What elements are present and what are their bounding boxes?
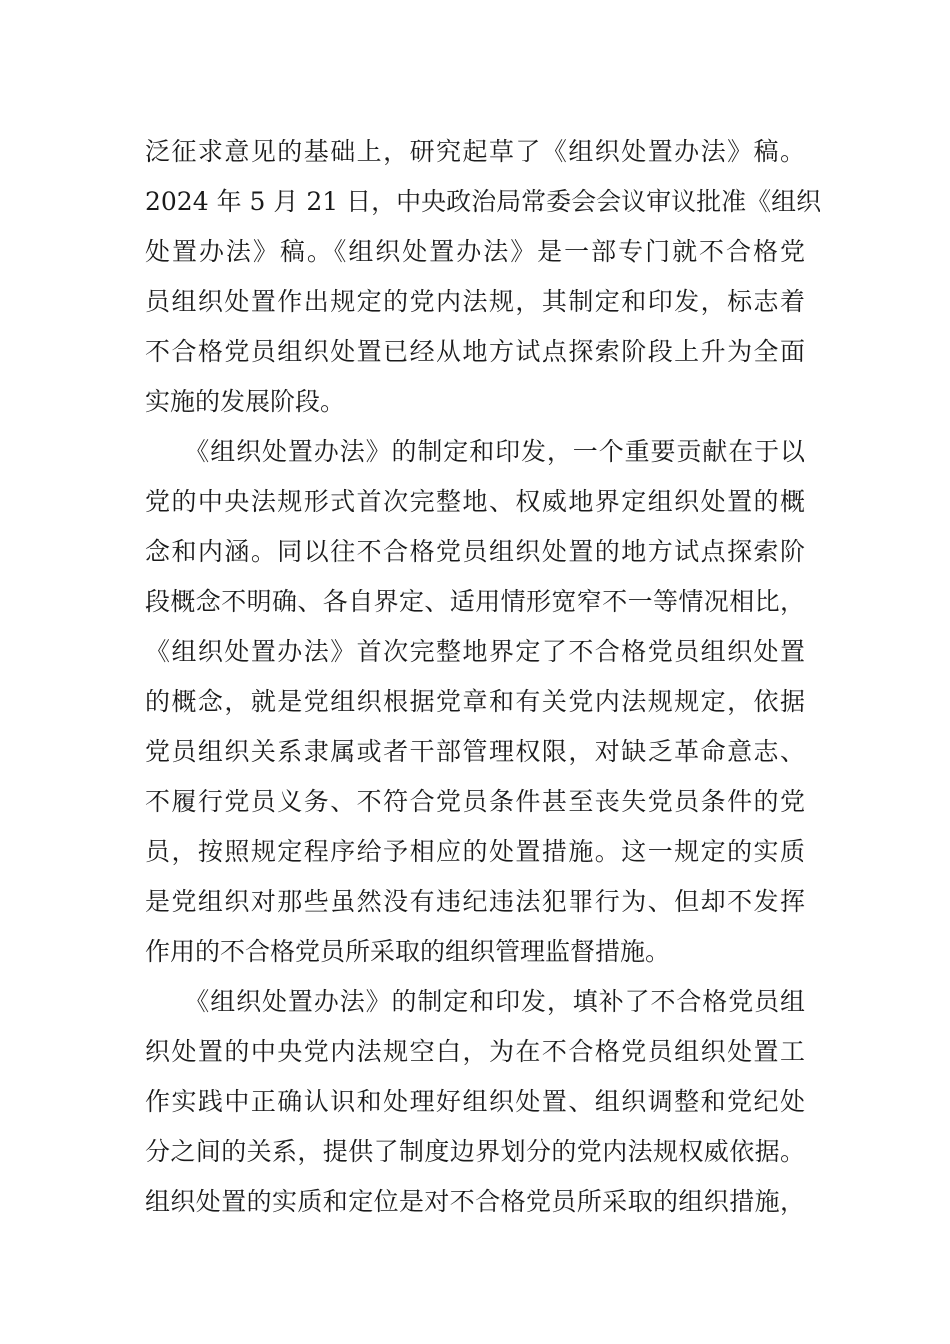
text-line: 员，按照规定程序给予相应的处置措施。这一规定的实质: [145, 837, 805, 866]
text-line: 念和内涵。同以往不合格党员组织处置的地方试点探索阶: [145, 537, 805, 566]
text-line: 《组织处置办法》的制定和印发，一个重要贡献在于以: [145, 437, 805, 466]
text-line: 实施的发展阶段。: [145, 387, 346, 416]
text-line: 分之间的关系，提供了制度边界划分的党内法规权威依据。: [145, 1137, 805, 1166]
text-line: 不履行党员义务、不符合党员条件甚至丧失党员条件的党: [145, 787, 805, 816]
text-line: 织处置的中央党内法规空白，为在不合格党员组织处置工: [145, 1037, 805, 1066]
text-line: 党的中央法规形式首次完整地、权威地界定组织处置的概: [145, 487, 805, 516]
text-line: 组织处置的实质和定位是对不合格党员所采取的组织措施，: [145, 1187, 805, 1216]
text-line: 作实践中正确认识和处理好组织处置、组织调整和党纪处: [145, 1087, 805, 1116]
text-line: 处置办法》稿。《组织处置办法》是一部专门就不合格党: [145, 237, 805, 266]
text-line: 是党组织对那些虽然没有违纪违法犯罪行为、但却不发挥: [145, 887, 805, 916]
document-body: [145, 127, 822, 1227]
text-line: 《组织处置办法》的制定和印发，填补了不合格党员组: [145, 987, 805, 1016]
text-line: 《组织处置办法》首次完整地界定了不合格党员组织处置: [145, 637, 805, 666]
text-line: 段概念不明确、各自界定、适用情形宽窄不一等情况相比，: [145, 587, 805, 616]
text-line: 2024 年 5 月 21 日，中央政治局常委会会议审议批准《组织: [145, 187, 822, 216]
text-line: 作用的不合格党员所采取的组织管理监督措施。: [145, 937, 671, 966]
text-line: 党员组织关系隶属或者干部管理权限，对缺乏革命意志、: [145, 737, 805, 766]
text-line: 员组织处置作出规定的党内法规，其制定和印发，标志着: [145, 287, 805, 316]
text-line: 不合格党员组织处置已经从地方试点探索阶段上升为全面: [145, 337, 805, 366]
text-line: 的概念，就是党组织根据党章和有关党内法规规定，依据: [145, 687, 805, 716]
text-line: 泛征求意见的基础上，研究起草了《组织处置办法》稿。: [145, 137, 805, 166]
